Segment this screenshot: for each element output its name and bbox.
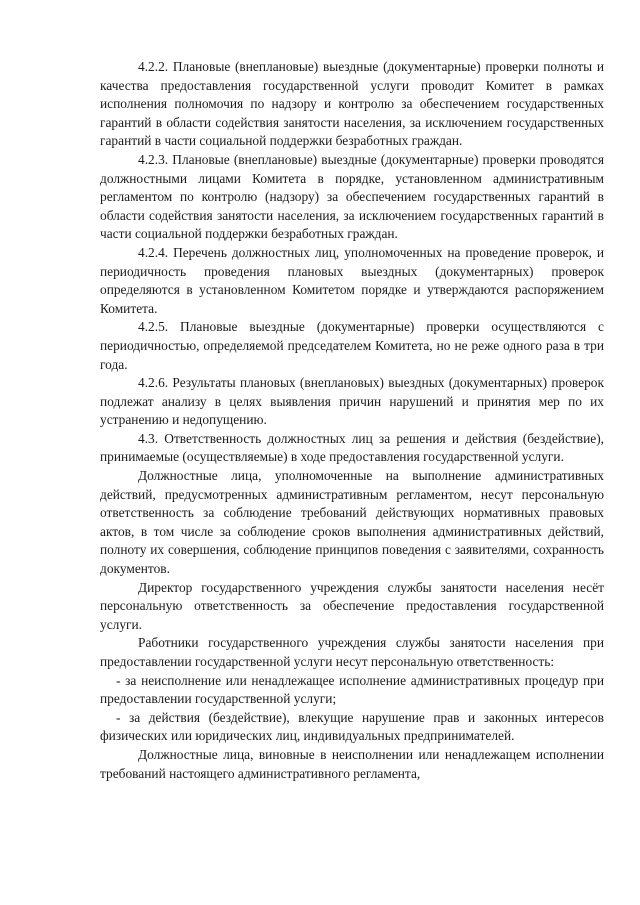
paragraph-guilty-officials: Должностные лица, виновные в неисполнении или ненадлежащем исполнении требований настоящего административного регламента,	[100, 746, 604, 781]
paragraph-4-2-5: 4.2.5. Плановые выездные (документарные) проверки осуществляются с периодичностью, определяемой председателем Комитета, но не реже одного раза в три года.	[100, 319, 604, 372]
paragraph-4-2-2: 4.2.2. Плановые (внеплановые) выездные (документарные) проверки полноты и качества предоставления государственной услуги проводит Комитет в рамках исполнения полномочия по надзору и контролю за обеспечением государственных гарантий в области содействия занятости населения, за исключением государственных гарантий в части социальной поддержки безработных граждан.	[100, 59, 604, 149]
paragraph-4-2-3: 4.2.3. Плановые (внеплановые) выездные (документарные) проверки проводятся должностными лицами Комитета в порядке, установленном административным регламентом по контролю (надзору) за обеспечением государственных гарантий в области содействия занятости населения, за исключением государственных гарантий в части социальной поддержки безработных граждан.	[100, 151, 604, 242]
list-item-nonperformance: - за неисполнение или ненадлежащее исполнение административных процедур при предоставлении государственной услуги;	[100, 672, 604, 707]
paragraph-4-3-heading: 4.3. Ответственность должностных лиц за решения и действия (бездействие), принимаемые (осуществляемые) в ходе предоставления государственной услуги.	[100, 430, 604, 465]
paragraph-employees-responsibility: Работники государственного учреждения службы занятости населения при предоставлении государственной услуги несут персональную ответственность:	[100, 635, 604, 669]
paragraph-4-2-4: 4.2.4. Перечень должностных лиц, уполномоченных на проведение проверок, и периодичность проведения плановых выездных (документарных) проверок определяются в установленном Комитетом порядке и утверждаются распоряжением Комитета.	[100, 244, 604, 316]
list-item-violation-of-rights: - за действия (бездействие), влекущие нарушение прав и законных интересов физических или юридических лиц, индивидуальных предпринимателей.	[100, 709, 604, 744]
paragraph-officials-responsibility: Должностные лица, уполномоченные на выполнение административных действий, предусмотренных административным регламентом, несут персональную ответственность за соблюдение требований действующих нормативных правовых актов, в том числе за соблюдение сроков выполнения административных действий, полноту их совершения, соблюдение принципов поведения с заявителями, сохранность документов.	[100, 468, 604, 577]
document-page	[100, 58, 604, 783]
paragraph-4-2-6: 4.2.6. Результаты плановых (внеплановых) выездных (документарных) проверок подлежат анализу в целях выявления причин нарушений и принятия мер по их устранению и недопущению.	[100, 375, 604, 428]
paragraph-director-responsibility: Директор государственного учреждения службы занятости населения несёт персональную ответственность за обеспечение предоставления государственной услуги.	[100, 579, 604, 632]
